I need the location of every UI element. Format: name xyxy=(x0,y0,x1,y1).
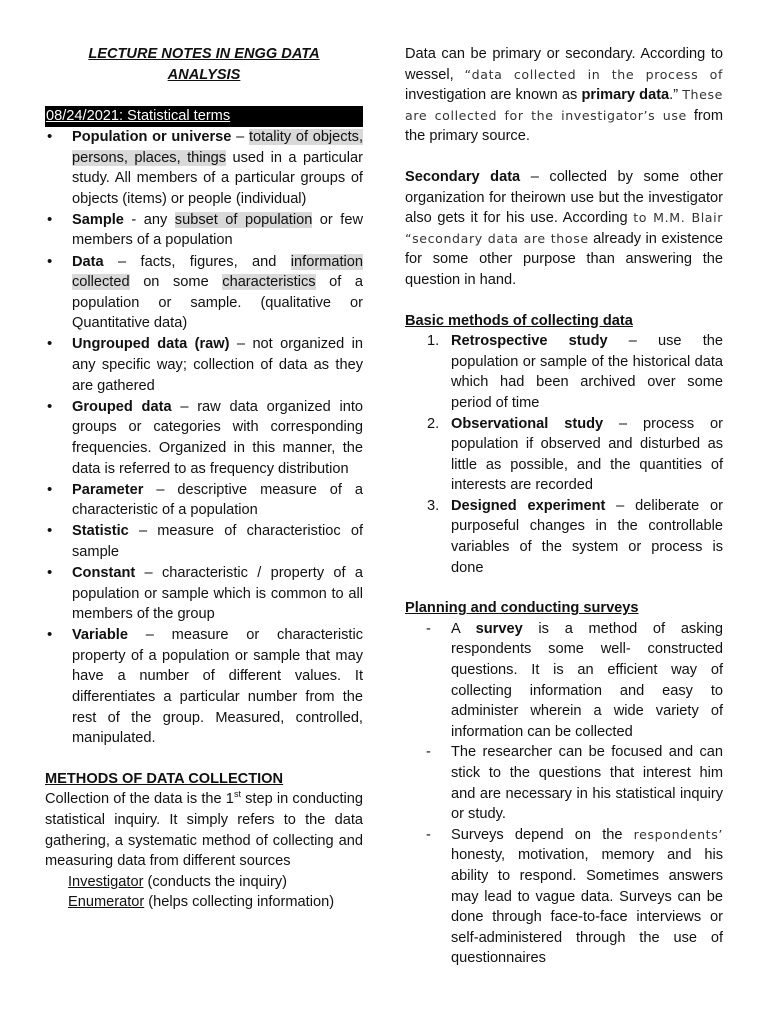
list-item: • Constant – characteristic / property of a population or sample which is common to all members of the group xyxy=(45,563,363,625)
investigator-line: Investigator (conducts the inquiry) xyxy=(68,873,288,890)
secondary-data-paragraph: Secondary data – collected by some other organization for theirown use but the investigator also gets it for his use. According to M.M. Blair “secondary data are those already in existence for some other purpose than answering the question in hand. xyxy=(405,168,723,288)
primary-data-paragraph: Data can be primary or secondary. According to wessel, “data collected in the process of investigation are known as primary data.” These are collected for the investigator’s use from the primary source. xyxy=(405,46,724,145)
list-item: 2. Observational study – process or population if observed and disturbed as little as possible, and the quantities of interests are recorded xyxy=(427,415,723,494)
doc-title-line1: LECTURE NOTES IN ENGG DATA xyxy=(88,46,320,62)
date-heading: 08/24/2021: Statistical terms xyxy=(46,108,231,124)
list-item: • Sample - any subset of population or few members of a population xyxy=(45,210,363,251)
surveys-list xyxy=(405,619,723,969)
left-column xyxy=(45,44,363,913)
list-item: • Parameter – descriptive measure of a characteristic of a population xyxy=(45,480,363,521)
list-item: - A survey is a method of asking respondents some well- constructed questions. It is an efficient way of collecting information and easy to administer wherein a wide variety of information can be collected xyxy=(405,619,723,743)
list-item: • Statistic – measure of characteristioc of sample xyxy=(45,521,363,562)
right-column xyxy=(405,44,723,969)
methods-text: Collection of the data is the 1st step in conducting statistical inquiry. It simply refers to the data gathering, a systematic method of collecting and measuring data from different sources xyxy=(45,789,364,870)
terms-list xyxy=(45,127,363,749)
methods-heading: METHODS OF DATA COLLECTION xyxy=(45,770,284,787)
list-item: • Population or universe – totality of objects, persons, places, things used in a particular study. All members of a particular groups of objects (items) or people (individual) xyxy=(45,127,363,209)
date-heading-bar xyxy=(45,106,363,127)
basic-methods-heading: Basic methods of collecting data xyxy=(405,312,633,329)
list-item: • Variable – measure or characteristic property of a population or sample that may have a number of different values. It differentiates a particular number from the rest of the group. Measured, controlled, manipulated. xyxy=(45,625,363,749)
list-item: • Ungrouped data (raw) – not organized in any specific way; collection of data as they are gathered xyxy=(45,334,363,396)
list-item: 1. Retrospective study – use the population or sample of the historical data which had been archived over some period of time xyxy=(427,333,723,411)
list-item: - The researcher can be focused and can stick to the questions that interest him and are necessary in his statistical inquiry or study. xyxy=(405,742,723,824)
list-item: • Grouped data – raw data organized into groups or categories with corresponding frequencies. Organized in this manner, the data is referred to as frequency distribution xyxy=(45,397,363,479)
doc-title-line2: ANALYSIS xyxy=(167,67,241,83)
list-item: • Data – facts, figures, and information collected on some characteristics of a population or sample. (qualitative or Quantitative data) xyxy=(45,252,363,334)
list-item: - Surveys depend on the respondents’ honesty, motivation, memory and his ability to respond. Sometimes answers may lead to vague data. Surveys can be done through face-to-face interviews or self-administered through the use of questionnaires xyxy=(405,825,723,969)
surveys-heading: Planning and conducting surveys xyxy=(405,600,639,617)
list-item: 3. Designed experiment – deliberate or purposeful changes in the controllable variables of the system or process is done xyxy=(427,497,724,576)
enumerator-line: Enumerator (helps collecting information) xyxy=(68,894,335,911)
basic-methods-list xyxy=(405,331,723,578)
